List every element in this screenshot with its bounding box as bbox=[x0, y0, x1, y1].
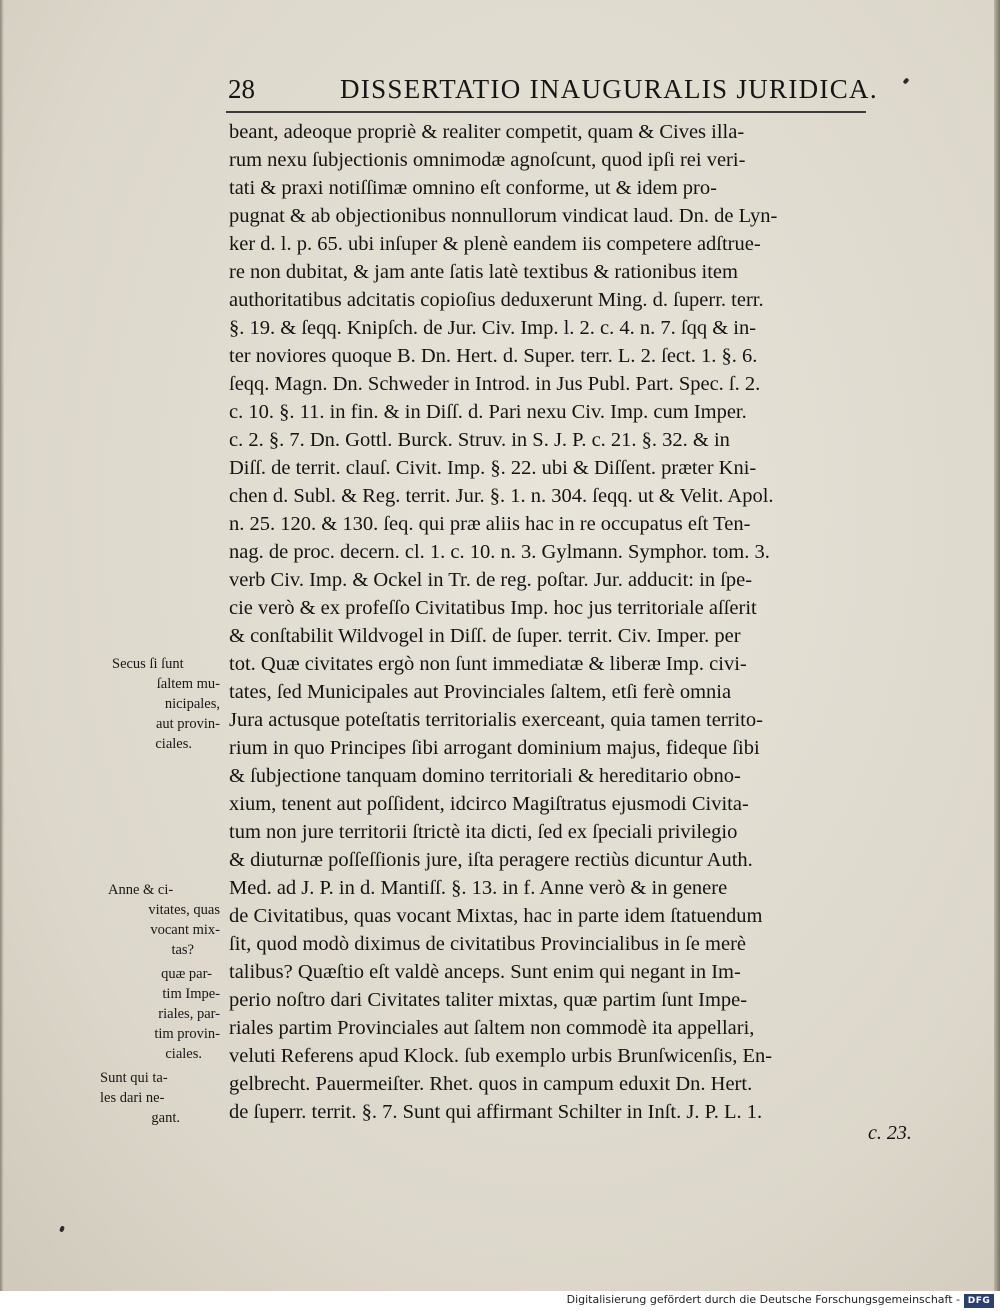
dfg-logo: DFG bbox=[964, 1294, 994, 1308]
margin-line: ſaltem mu- bbox=[156, 676, 220, 692]
body-line: verb Civ. Imp. & Ockel in Tr. de reg. poſtar. Jur. adducit: in ſpe- bbox=[229, 569, 753, 591]
body-line: ter noviores quoque B. Dn. Hert. d. Super. terr. L. 2. ſect. 1. §. 6. bbox=[229, 345, 758, 367]
margin-line: les dari ne- bbox=[100, 1090, 165, 1106]
body-line: chen d. Subl. & Reg. territ. Jur. §. 1. n. 304. ſeqq. ut & Velit. Apol. bbox=[229, 485, 774, 507]
funding-credit: Digitalisierung gefördert durch die Deutsche Forschungsgemeinschaft - bbox=[566, 1293, 960, 1306]
margin-line: Secus ſi ſunt bbox=[112, 656, 184, 672]
margin-line: Sunt qui ta- bbox=[100, 1070, 168, 1086]
body-line: perio noſtro dari Civitates taliter mixtas, quæ partim ſunt Impe- bbox=[229, 989, 748, 1011]
body-line: beant, adeoque propriè & realiter competit, quam & Cives illa- bbox=[229, 121, 745, 143]
margin-line: ciales. bbox=[155, 736, 192, 752]
body-line: n. 25. 120. & 130. ſeq. qui præ aliis hac in re occupatus eſt Ten- bbox=[229, 513, 751, 535]
margin-line: nicipales, bbox=[164, 696, 220, 712]
body-line: Jura actusque poteſtatis territorialis exerceant, quia tamen territo- bbox=[229, 709, 763, 731]
catchword: c. 23. bbox=[868, 1122, 912, 1144]
body-line: tot. Quæ civitates ergò non ſunt immediatæ & liberæ Imp. civi- bbox=[229, 653, 747, 675]
body-line: tates, ſed Municipales aut Provinciales ſaltem, etſi ferè omnia bbox=[229, 681, 732, 703]
margin-line: ciales. bbox=[165, 1046, 202, 1062]
body-line: rum nexu ſubjectionis omnimodæ agnoſcunt, quod ipſi rei veri- bbox=[229, 149, 746, 171]
margin-line: Anne & ci- bbox=[108, 882, 174, 898]
body-line: re non dubitat, & jam ante ſatis latè textibus & rationibus item bbox=[229, 261, 738, 283]
body-line: ſit, quod modò diximus de civitatibus Provincialibus in ſe merè bbox=[229, 933, 746, 955]
body-line: Med. ad J. P. in d. Mantiſſ. §. 13. in f. Anne verò & in genere bbox=[229, 877, 728, 899]
running-title: DISSERTATIO INAUGURALIS JURIDICA. bbox=[340, 74, 878, 104]
margin-line: tas? bbox=[171, 942, 194, 958]
page-left-edge bbox=[0, 0, 4, 1291]
body-line: xium, tenent aut poſſident, idcirco Magiſtratus ejusmodi Civita- bbox=[229, 793, 749, 815]
body-line: tum non jure territorii ſtrictè ita dicti, ſed ex ſpeciali privilegio bbox=[229, 821, 738, 843]
body-line: c. 2. §. 7. Dn. Gottl. Burck. Struv. in S. J. P. c. 21. §. 32. & in bbox=[229, 429, 730, 451]
header-rule bbox=[226, 111, 866, 113]
body-line: veluti Referens apud Klock. ſub exemplo urbis Brunſwicenſis, En- bbox=[229, 1045, 773, 1067]
body-line: Diſſ. de territ. clauſ. Civit. Imp. §. 22. ubi & Diſſent. præter Kni- bbox=[229, 457, 757, 479]
body-line: & ſubjectione tanquam domino territoriali & hereditario obno- bbox=[229, 765, 741, 787]
body-line: talibus? Quæſtio eſt valdè anceps. Sunt enim qui negant in Im- bbox=[229, 961, 741, 983]
digitization-footer bbox=[0, 1291, 1000, 1311]
ink-speck bbox=[59, 1225, 65, 1232]
page-number: 28 bbox=[228, 74, 255, 104]
margin-line: quæ par- bbox=[161, 966, 212, 982]
body-line: tati & praxi notiſſimæ omnino eſt conforme, ut & idem pro- bbox=[229, 177, 717, 199]
body-line: c. 10. §. 11. in fin. & in Diſſ. d. Pari nexu Civ. Imp. cum Imper. bbox=[229, 401, 747, 423]
body-line: de Civitatibus, quas vocant Mixtas, hac in parte idem ſtatuendum bbox=[229, 905, 763, 927]
body-line: riales partim Provinciales aut ſaltem non commodè ita appellari, bbox=[229, 1017, 755, 1039]
body-line: cie verò & ex profeſſo Civitatibus Imp. hoc jus territoriale aſſerit bbox=[229, 597, 757, 619]
body-line: & conſtabilit Wildvogel in Diſſ. de ſuper. territ. Civ. Imper. per bbox=[229, 625, 741, 647]
margin-line: riales, par- bbox=[158, 1006, 220, 1022]
body-line: de ſuperr. territ. §. 7. Sunt qui affirmant Schilter in Inſt. J. P. L. 1. bbox=[229, 1101, 763, 1123]
ink-speck bbox=[903, 77, 910, 84]
body-line: gelbrecht. Pauermeiſter. Rhet. quos in campum eduxit Dn. Hert. bbox=[229, 1073, 753, 1095]
body-line: §. 19. & ſeqq. Knipſch. de Jur. Civ. Imp. l. 2. c. 4. n. 7. ſqq & in- bbox=[229, 317, 757, 339]
margin-line: aut provin- bbox=[155, 716, 220, 732]
margin-line: vocant mix- bbox=[150, 922, 220, 938]
body-line: authoritatibus adcitatis copioſius deduxerunt Ming. d. ſuperr. terr. bbox=[229, 289, 764, 311]
margin-line: gant. bbox=[151, 1110, 180, 1126]
body-line: ſeqq. Magn. Dn. Schweder in Introd. in Jus Publ. Part. Spec. ſ. 2. bbox=[229, 373, 761, 395]
body-line: ker d. l. p. 65. ubi inſuper & plenè eandem iis competere adſtrue- bbox=[229, 233, 761, 255]
body-line: & diuturnæ poſſeſſionis jure, iſta peragere rectiùs dicuntur Auth. bbox=[229, 849, 753, 871]
margin-line: tim provin- bbox=[154, 1026, 220, 1042]
page-right-edge bbox=[994, 0, 1000, 1291]
page-header bbox=[228, 74, 878, 110]
body-line: nag. de proc. decern. cl. 1. c. 10. n. 3. Gylmann. Symphor. tom. 3. bbox=[229, 541, 770, 563]
body-line: rium in quo Principes ſibi arrogant dominium majus, fideque ſibi bbox=[229, 737, 760, 759]
margin-line: tim Impe- bbox=[162, 986, 220, 1002]
margin-line: vitates, quas bbox=[148, 902, 220, 918]
body-line: pugnat & ab objectionibus nonnullorum vindicat laud. Dn. de Lyn- bbox=[229, 205, 778, 227]
